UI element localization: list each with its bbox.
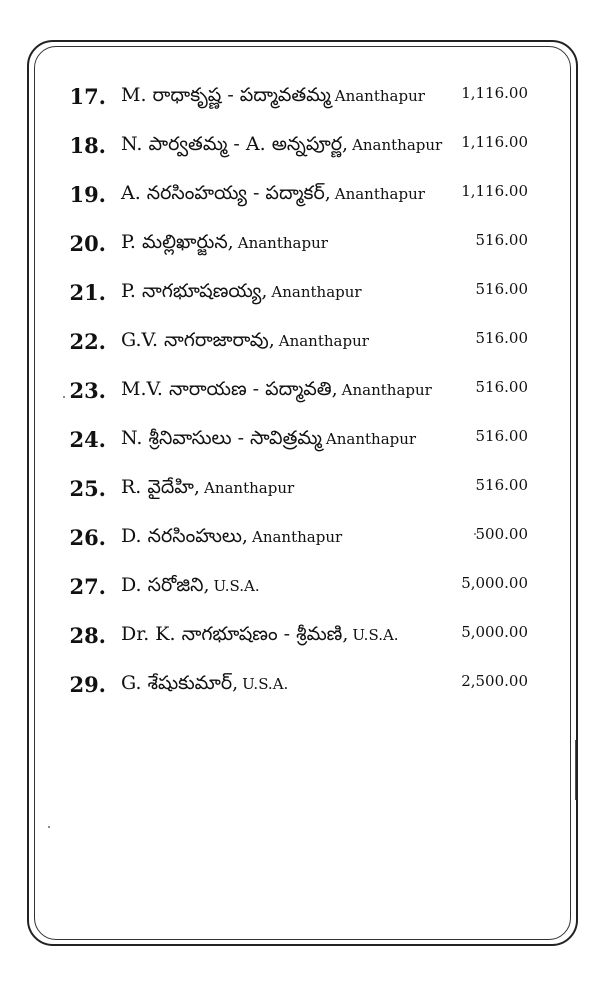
entry-place: Ananthapur [341,381,432,399]
list-item [0,623,600,659]
donor-name: M. రాధాకృష్ణ - పద్మావతమ్మ [121,84,331,106]
entry-amount: 516.00 [475,476,528,494]
entry-place: Ananthapur [325,430,417,448]
donor-name: G.V. నాగరాజారావు, [121,329,275,351]
entry-name [121,525,342,552]
entry-name [121,672,288,699]
donor-name: N. పార్వతమ్మ - A. అన్నపూర్ణ, [121,133,349,155]
donor-name: D. సరోజిని, [121,574,210,596]
entry-amount: 516.00 [475,329,528,347]
donor-name: P. నాగభూషణయ్య, [121,280,268,302]
entry-place: Ananthapur [271,283,362,301]
list-item [0,427,600,463]
list-item [0,231,600,267]
entry-place: Ananthapur [237,234,328,252]
entry-name [121,231,328,258]
entry-amount: 516.00 [475,378,528,396]
entry-place: Ananthapur [352,136,443,154]
entry-name [121,623,399,650]
entry-number: 25. [69,476,106,501]
entry-place: U.S.A. [242,675,289,693]
list-item [0,378,600,414]
donor-name: Dr. K. నాగభూషణం - శ్రీమణి, [121,623,349,645]
entry-number: 27. [69,574,106,599]
entry-number: 24. [69,427,106,452]
entry-amount: 2,500.00 [461,672,528,690]
entry-amount: 516.00 [475,280,528,298]
list-item [0,84,600,120]
entry-name [121,476,294,503]
list-item [0,133,600,169]
entry-name [121,427,416,454]
entry-name [121,182,425,209]
entry-amount: 5,000.00 [461,574,528,592]
list-item [0,525,600,561]
entry-amount: 1,116.00 [461,133,528,151]
list-item [0,672,600,708]
donor-name: G. శేషుకుమార్, [121,672,239,694]
scan-speck [474,533,476,535]
entry-number: 18. [69,133,106,158]
donor-name: N. శ్రీనివాసులు - సావిత్రమ్మ [121,427,322,449]
donor-name: R. వైదేహి, [121,476,200,498]
entry-number: 23. [69,378,106,403]
entry-number: 19. [69,182,106,207]
list-item [0,476,600,512]
entry-place: Ananthapur [278,332,369,350]
entry-place: U.S.A. [213,577,260,595]
entry-amount: 500.00 [475,525,528,543]
entry-place: Ananthapur [203,479,295,497]
entry-name [121,329,369,356]
scan-speck [63,396,65,398]
entry-place: Ananthapur [334,87,425,105]
list-item [0,329,600,365]
entry-number: 26. [69,525,106,550]
entry-amount: 1,116.00 [461,182,528,200]
entry-name [121,84,425,111]
donor-name: M.V. నారాయణ - పద్మావతి, [121,378,338,400]
entry-number: 20. [69,231,106,256]
entry-name [121,574,260,601]
entry-number: 21. [69,280,106,305]
scan-speck [48,826,50,828]
entry-amount: 516.00 [475,231,528,249]
entry-name [121,133,442,160]
entry-amount: 5,000.00 [461,623,528,641]
entry-name [121,280,362,307]
entry-number: 22. [69,329,106,354]
entry-number: 29. [69,672,106,697]
entry-amount: 1,116.00 [461,84,528,102]
entry-amount: 516.00 [475,427,528,445]
entry-name [121,378,432,405]
list-item [0,280,600,316]
entry-place: Ananthapur [334,185,425,203]
scan-mark [575,740,576,800]
list-item [0,574,600,610]
list-item [0,182,600,218]
entry-place: U.S.A. [352,626,399,644]
donor-name: P. మల్లిఖార్జున, [121,231,234,253]
entry-number: 28. [69,623,106,648]
donor-name: D. నరసింహులు, [121,525,248,547]
entry-place: Ananthapur [251,528,343,546]
donor-name: A. నరసింహయ్య - పద్మాకర్, [121,182,331,204]
entry-number: 17. [69,84,106,109]
